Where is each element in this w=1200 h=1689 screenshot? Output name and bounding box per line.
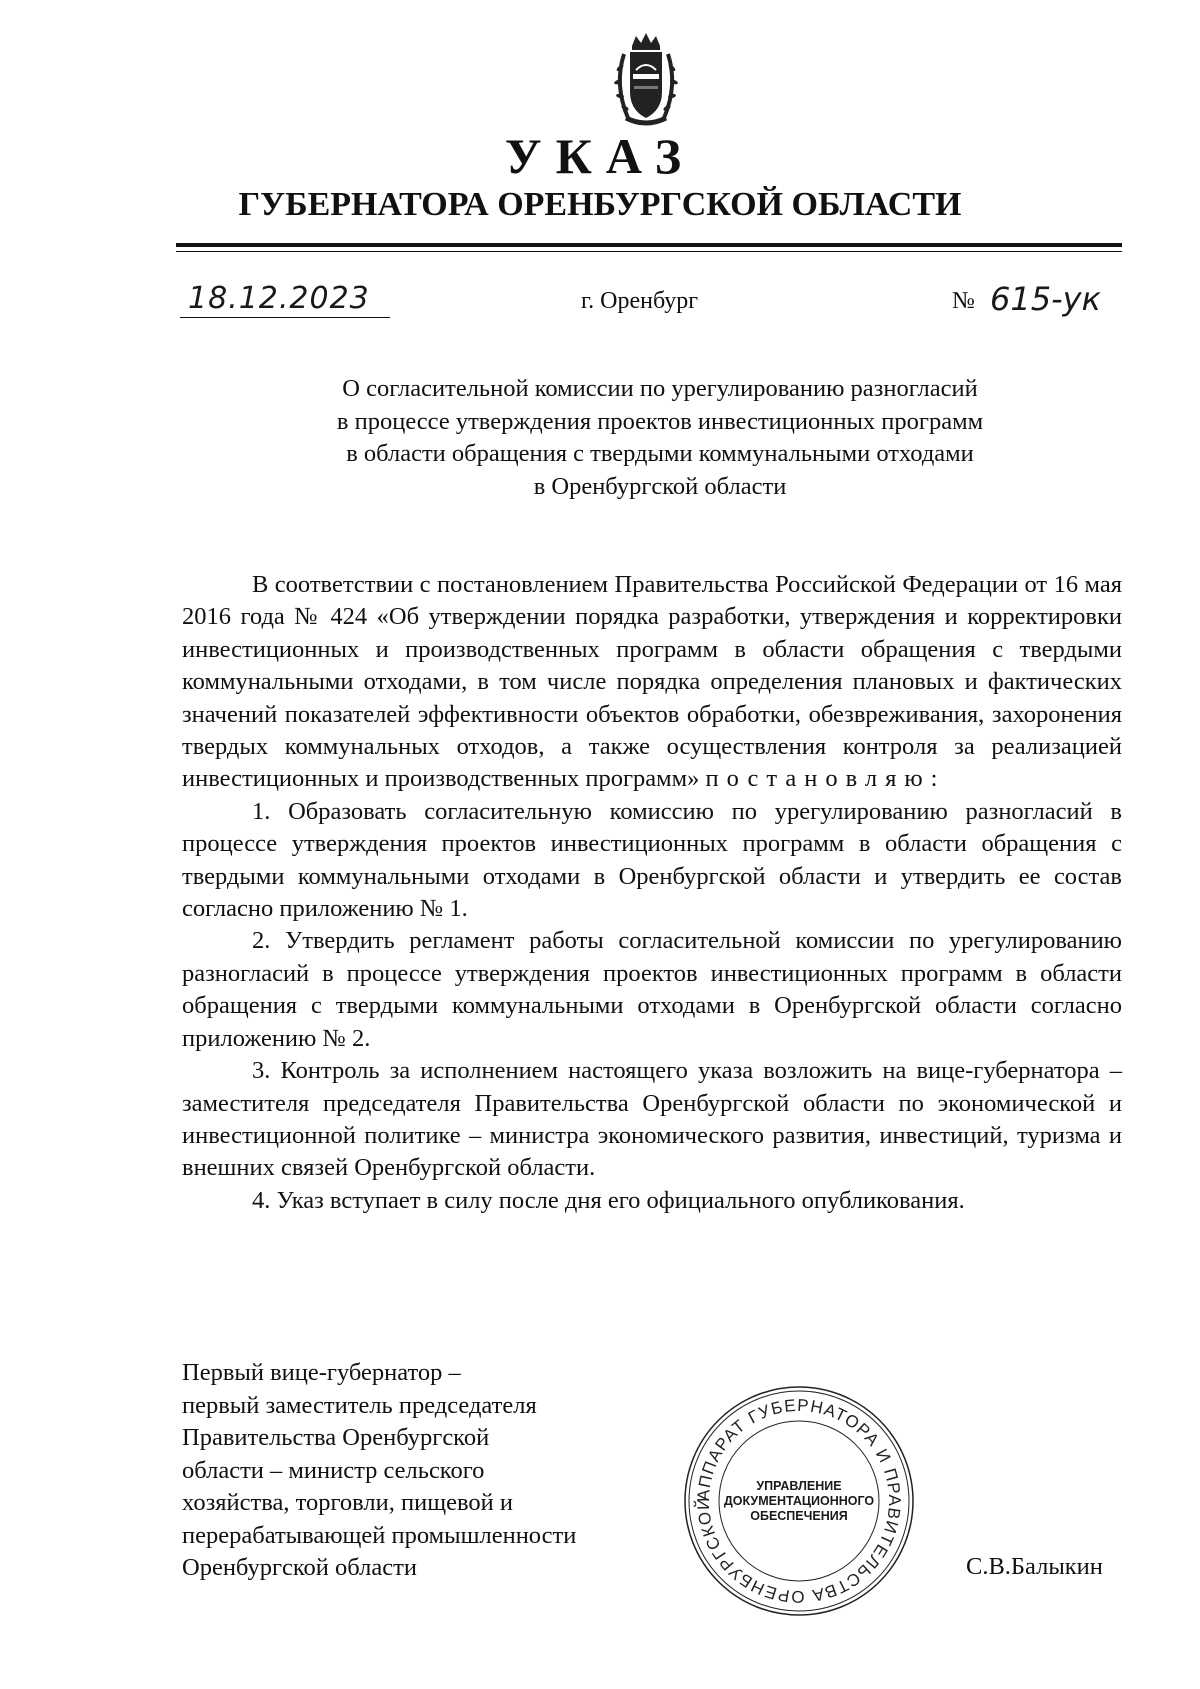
seal-center-line: УПРАВЛЕНИЕ xyxy=(756,1478,842,1493)
document-title: УКАЗ xyxy=(504,128,696,184)
official-seal xyxy=(681,1383,917,1619)
signer-position-line: области – министр сельского xyxy=(182,1456,485,1484)
preamble-paragraph xyxy=(182,569,1122,796)
header-divider-thick xyxy=(176,243,1122,247)
decree-item-3: 3. Контроль за исполнением настоящего указа возложить на вице-губернатора – заместителя председателя Правительства Оренбургской области по экономической и инвестиционной политике – министра экономического развития, инвестиций, туризма и внешних связей Оренбургской области. xyxy=(182,1057,1122,1182)
coat-of-arms-icon xyxy=(606,30,686,130)
decree-item-1: 1. Образовать согласительную комиссию по урегулированию разногласий в процессе утверждения проектов инвестиционных программ в области обращения с твердыми коммунальными отходами в Оренбургской области и утвердить ее состав согласно приложению № 1. xyxy=(182,797,1122,923)
subject-line: в Оренбургской области xyxy=(533,472,787,500)
seal-ring-text: АППАРАТ ГУБЕРНАТОРА И ПРАВИТЕЛЬСТВА ОРЕНБУРГСКОЙ xyxy=(693,1395,905,1607)
decree-item-2: 2. Утвердить регламент работы согласительной комиссии по урегулированию разногласий в процессе утверждения проектов инвестиционных программ в области обращения с твердыми коммунальными отходами в Оренбургской области согласно приложению № 2. xyxy=(182,927,1122,1052)
document-number: 615-ук xyxy=(990,280,1101,318)
preamble-text: В соответствии с постановлением Правительства Российской Федерации от 16 мая 2016 года № 424 «Об утверждении порядка разработки, утверждения и корректировки инвестиционных и производственных программ в области обращения с твердыми коммунальными отходами, в том числе порядка определения плановых и фактических значений показателей эффективности объектов обработки, обезвреживания, захоронения твердых коммунальных отходов, а также осуществления контроля за реализацией инвестиционных и производственных программ» xyxy=(182,571,1122,793)
number-sign: № xyxy=(952,288,975,314)
seal-center xyxy=(681,1383,917,1619)
signer-position-line: хозяйства, торговли, пищевой и xyxy=(182,1489,513,1516)
subject-line: в области обращения с твердыми коммунальными отходами xyxy=(346,440,974,467)
signer-position xyxy=(182,1357,662,1585)
document-subject xyxy=(260,373,1060,503)
signer-position-line: Правительства Оренбургской xyxy=(182,1424,490,1451)
signer-position-line: перерабатывающей промышленности xyxy=(182,1521,577,1549)
signer-name: С.В.Балыкин xyxy=(966,1553,1103,1580)
signer-position-line: Оренбургской области xyxy=(182,1554,417,1581)
date-field xyxy=(180,283,390,318)
number-field xyxy=(952,280,1132,322)
document-city: г. Оренбург xyxy=(581,288,699,314)
signer-position-line: первый заместитель председателя xyxy=(182,1391,537,1419)
decree-item-4: 4. Указ вступает в силу после дня его официального опубликования. xyxy=(252,1186,965,1214)
seal-center-line: ОБЕСПЕЧЕНИЯ xyxy=(750,1508,848,1523)
seal-center-line: ДОКУМЕНТАЦИОННОГО xyxy=(723,1493,875,1508)
header-divider-thin xyxy=(176,251,1122,252)
document-date: 18.12.2023 xyxy=(188,281,370,316)
subject-line: О согласительной комиссии по урегулированию разногласий xyxy=(342,375,978,402)
document-subtitle: ГУБЕРНАТОРА ОРЕНБУРГСКОЙ ОБЛАСТИ xyxy=(238,186,962,223)
signer-position-line: Первый вице-губернатор – xyxy=(182,1359,461,1386)
document-body xyxy=(182,569,1122,1217)
subject-line: в процессе утверждения проектов инвестиционных программ xyxy=(336,407,984,435)
decree-word: постановляю: xyxy=(705,765,946,793)
